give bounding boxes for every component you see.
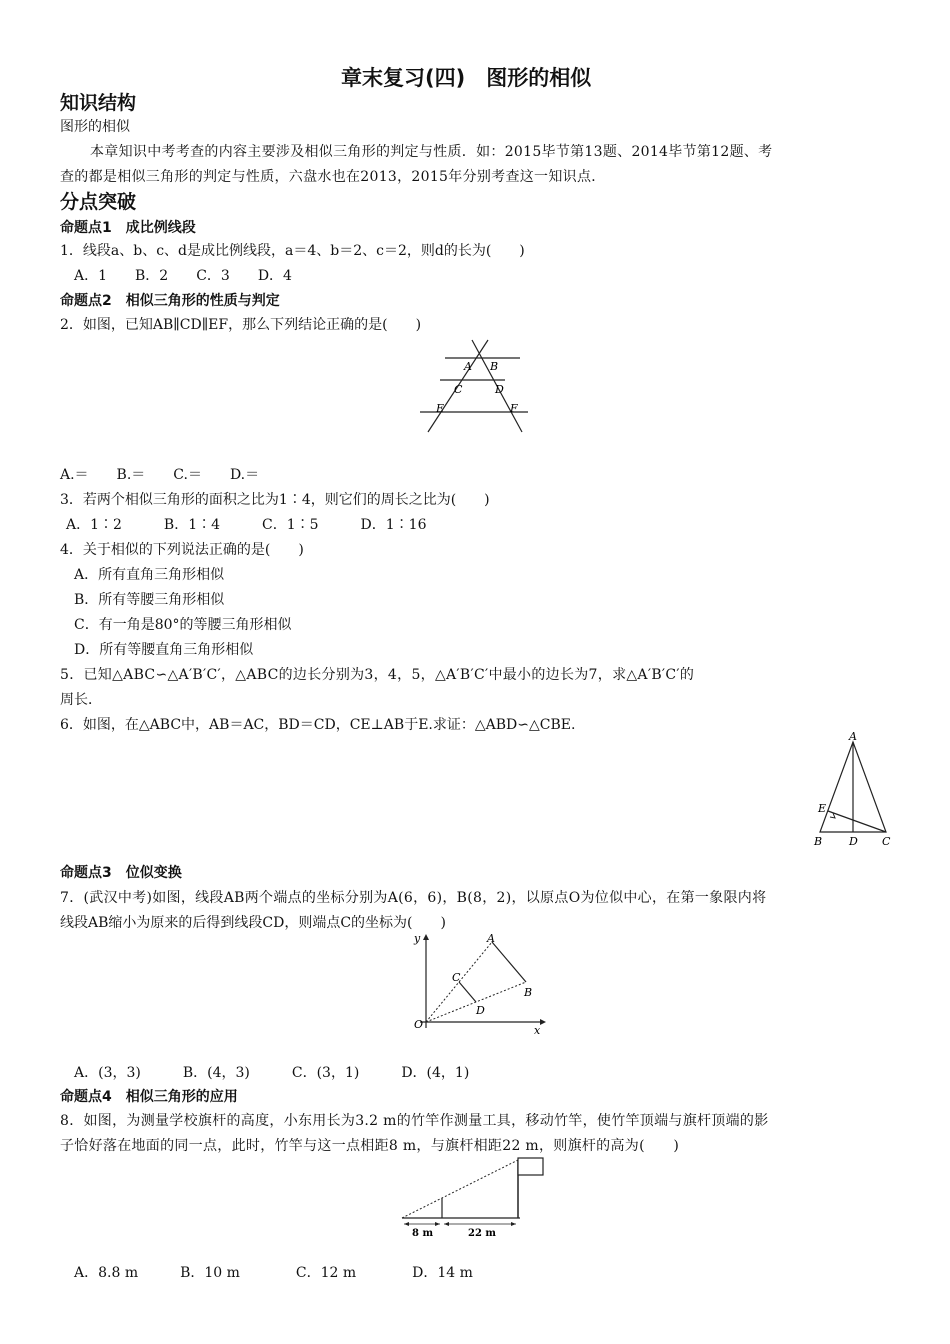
q6-label-c: C <box>882 835 891 848</box>
q5-line1: 5．已知△ABC∽△A′B′C′，△ABC的边长分别为3，4，5，△A′B′C′中最小的边长为7，求△A′B′C′的 <box>60 667 695 683</box>
q6-label-d: D <box>849 835 858 848</box>
q6-triangle-figure <box>808 730 898 850</box>
q2-label-e: E <box>436 402 445 415</box>
q7-line1: 7．(武汉中考)如图，线段AB两个端点的坐标分别为A(6，6)，B(8，2)，以原点O为位似中心，在第一象限内将 <box>60 890 767 906</box>
q7-label-c: C <box>452 971 461 984</box>
q4-option-a: A．所有直角三角形相似 <box>74 567 225 583</box>
intro-paragraph-line1: 本章知识中考考查的内容主要涉及相似三角形的判定与性质．如：2015毕节第13题、2014毕节第12题、考 <box>90 144 773 160</box>
point3-heading: 命题点3 位似变换 <box>60 865 182 881</box>
q7-label-a: A <box>487 932 495 945</box>
point1-heading: 命题点1 成比例线段 <box>60 220 196 236</box>
q4-option-d: D．所有等腰直角三角形相似 <box>74 642 254 658</box>
q6-label-e: E <box>818 802 827 815</box>
q2-stem: 2．如图，已知AB∥CD∥EF，那么下列结论正确的是( ) <box>60 317 422 333</box>
q7-line2: 线段AB缩小为原来的后得到线段CD，则端点C的坐标为( ) <box>60 915 446 931</box>
q4-option-b: B．所有等腰三角形相似 <box>74 592 225 608</box>
q8-line2: 子恰好落在地面的同一点，此时，竹竿与这一点相距8 m，与旗杆相距22 m，则旗杆的高为( ) <box>60 1138 680 1154</box>
q7-label-o: O <box>414 1018 424 1031</box>
q1-options: A．1 B．2 C．3 D．4 <box>74 268 292 284</box>
q3-options: A．1∶2 B．1∶4 C．1∶5 D．1∶16 <box>66 517 427 533</box>
q4-option-c: C．有一角是80°的等腰三角形相似 <box>74 617 292 633</box>
q7-label-y: y <box>414 932 421 945</box>
point2-heading: 命题点2 相似三角形的性质与判定 <box>60 293 280 309</box>
q8-line1: 8．如图，为测量学校旗杆的高度，小东用长为3.2 m的竹竿作测量工具，移动竹竿，使竹竿顶端与旗杆顶端的影 <box>60 1113 769 1129</box>
q3-stem: 3．若两个相似三角形的面积之比为1∶4，则它们的周长之比为( ) <box>60 492 490 508</box>
q6-stem: 6．如图，在△ABC中，AB＝AC，BD＝CD，CE⊥AB于E.求证：△ABD∽△CBE. <box>60 717 576 733</box>
q7-label-b: B <box>524 986 533 999</box>
page-title: 章末复习(四) 图形的相似 <box>341 66 592 90</box>
q8-label-8m: 8 m <box>412 1228 434 1239</box>
q8-label-22m: 22 m <box>468 1228 496 1239</box>
q7-label-x: x <box>534 1024 541 1037</box>
section-heading-knowledge: 知识结构 <box>60 92 137 114</box>
q6-label-b: B <box>814 835 823 848</box>
q2-parallel-lines-figure <box>410 332 545 436</box>
q7-options: A．(3，3) B．(4，3) C．(3，1) D．(4，1) <box>74 1065 470 1081</box>
q6-label-a: A <box>849 730 857 743</box>
q7-label-d: D <box>476 1004 485 1017</box>
q8-flagpole-figure <box>398 1152 548 1242</box>
q8-options: A．8.8 m B．10 m C．12 m D．14 m <box>74 1265 473 1281</box>
q2-label-a: A <box>464 360 472 373</box>
point4-heading: 命题点4 相似三角形的应用 <box>60 1089 238 1105</box>
q2-label-d: D <box>495 383 504 396</box>
q2-label-c: C <box>454 383 463 396</box>
q5-line2: 周长． <box>60 692 102 708</box>
q1-stem: 1．线段a、b、c、d是成比例线段，a＝4、b＝2、c＝2，则d的长为( ) <box>60 243 525 259</box>
section-subheading: 图形的相似 <box>60 119 130 135</box>
section-heading-breakdown: 分点突破 <box>60 191 137 213</box>
q7-coordinate-figure <box>398 930 548 1037</box>
q2-label-b: B <box>490 360 499 373</box>
q2-options: A.＝ B.＝ C.＝ D.＝ <box>60 467 260 483</box>
q4-stem: 4．关于相似的下列说法正确的是( ) <box>60 542 304 558</box>
q2-label-f: F <box>510 402 518 415</box>
intro-paragraph-line2: 查的都是相似三角形的判定与性质，六盘水也在2013，2015年分别考查这一知识点． <box>60 169 606 185</box>
